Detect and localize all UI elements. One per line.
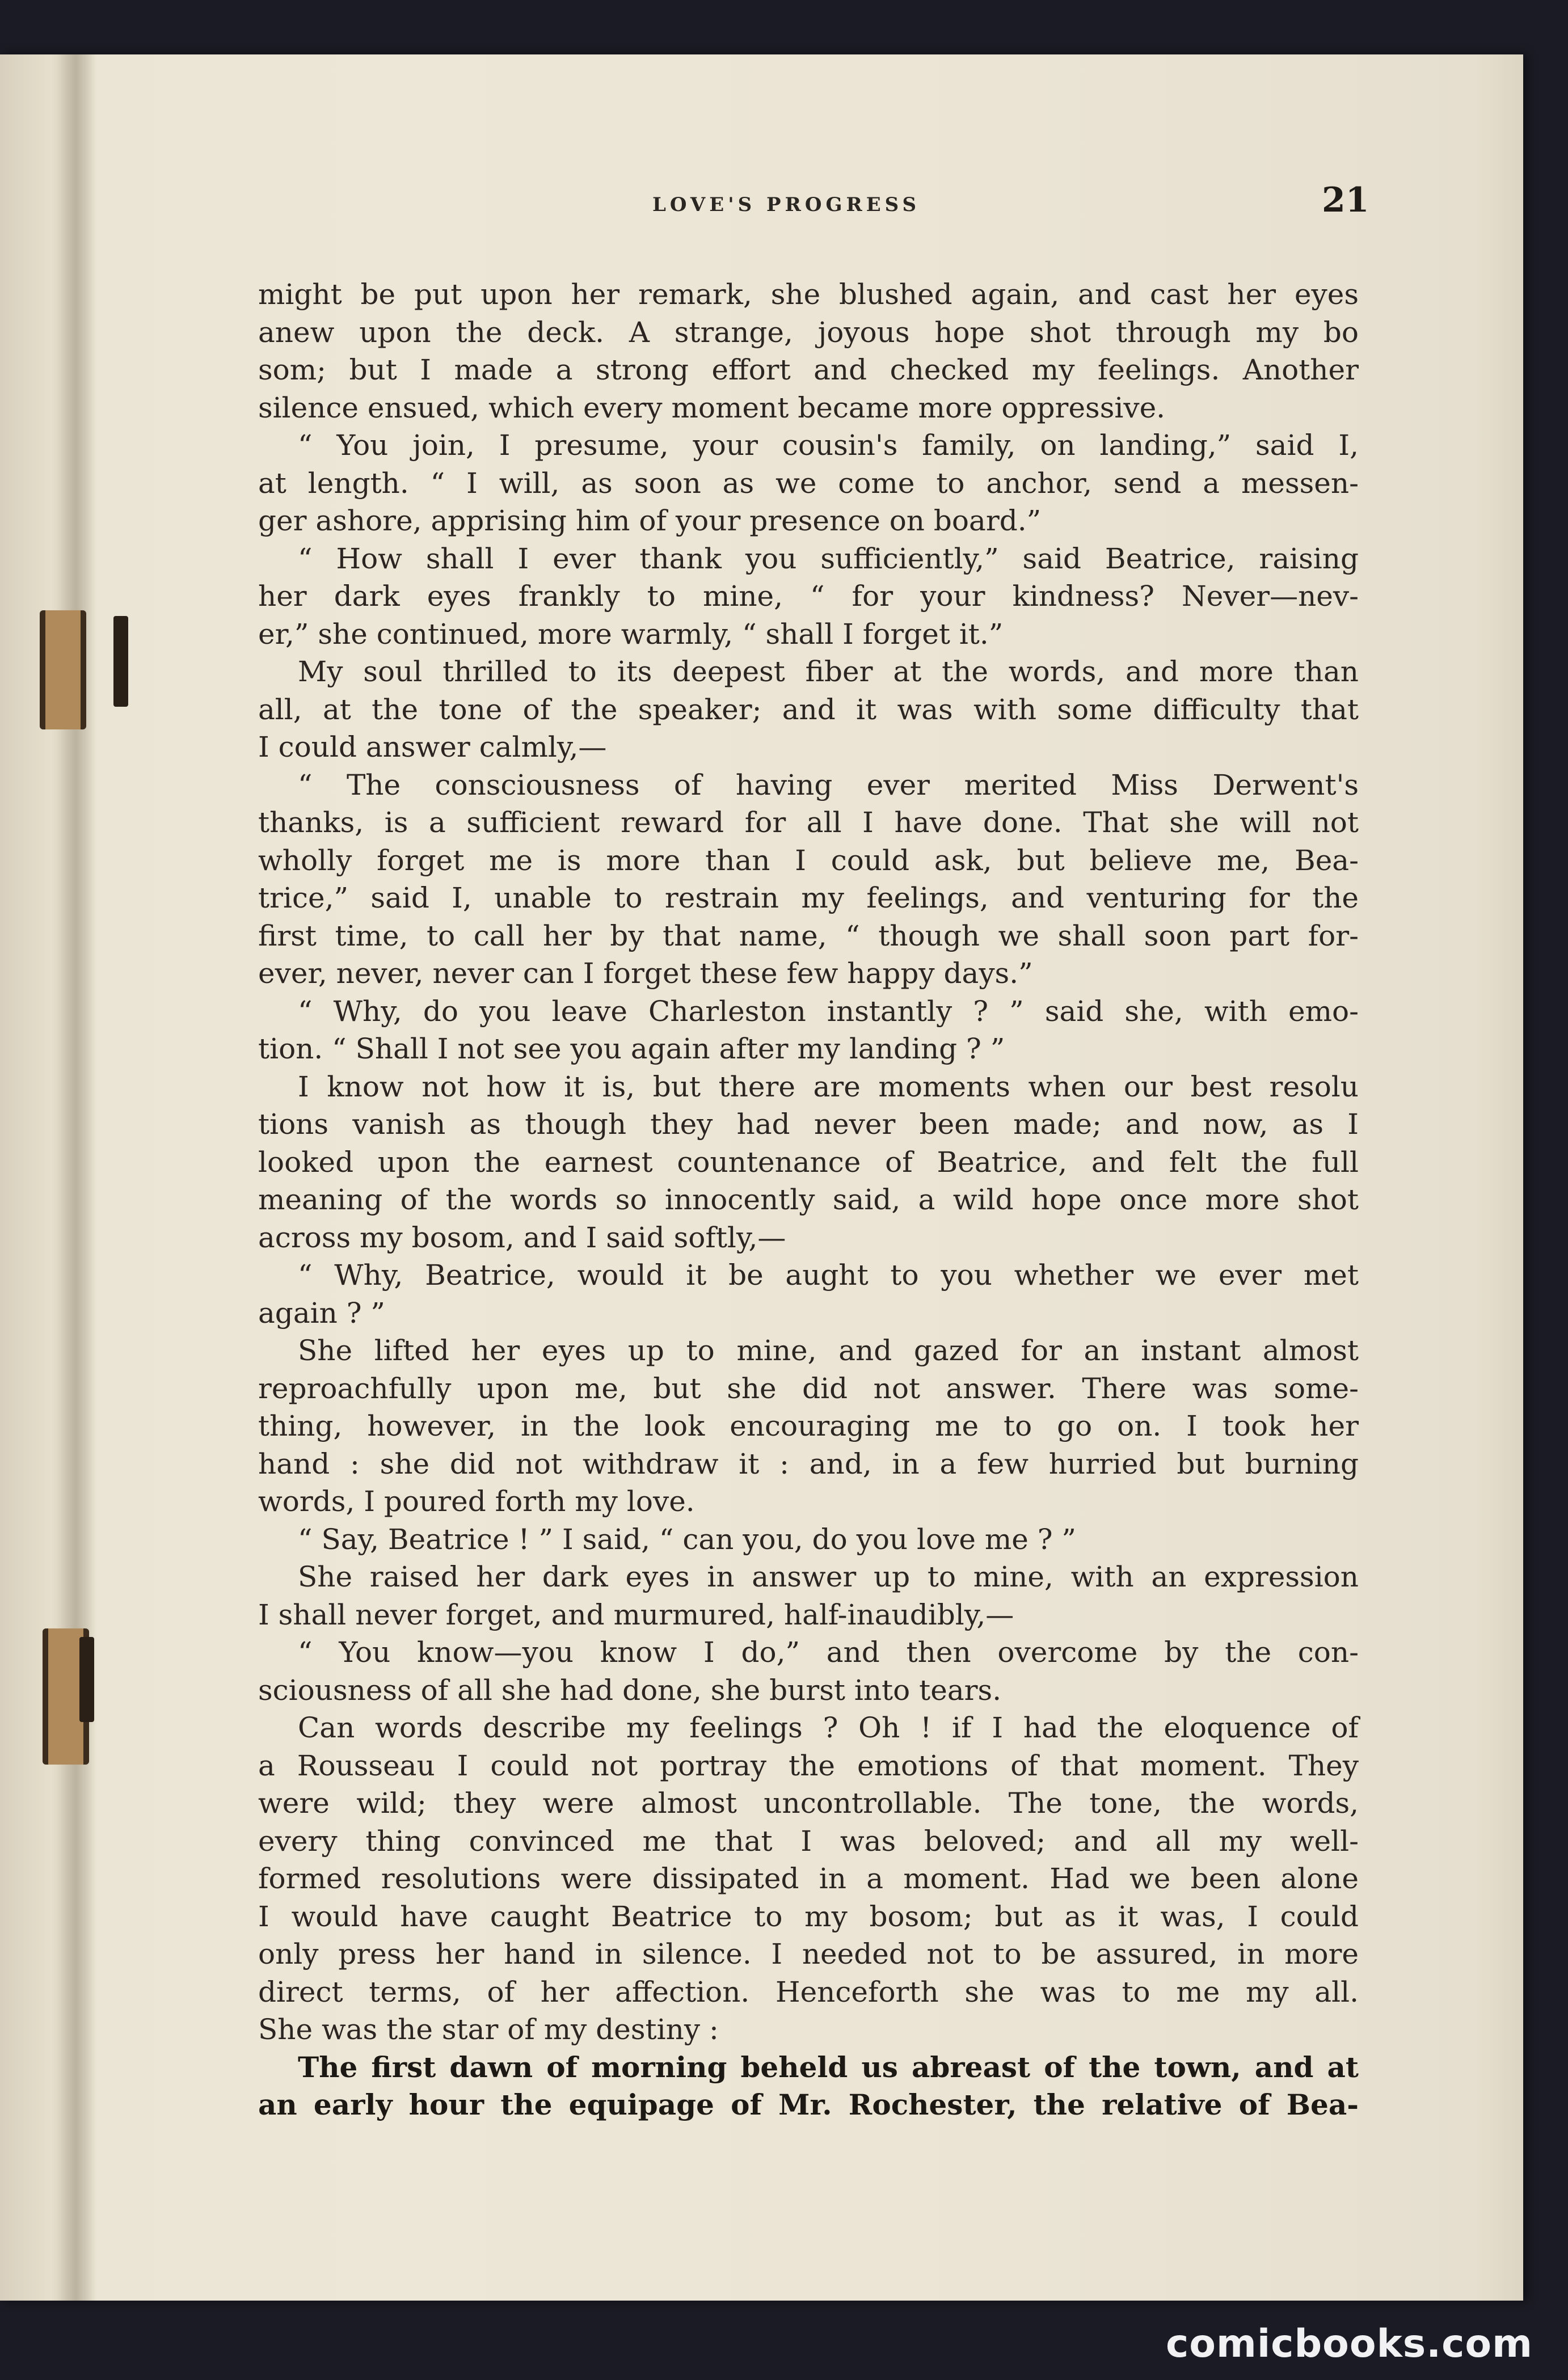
text-line: a Rousseau I could not portray the emotions of that moment. They [258,1749,1359,1782]
binding-hole-top [113,616,128,707]
text-line: silence ensued, which every moment became more oppressive. [258,391,1166,424]
text-line: looked upon the earnest countenance of Beatrice, and felt the full [258,1145,1359,1179]
text-line: first time, to call her by that name, “ though we shall soon part for- [258,919,1359,952]
text-line: thing, however, in the look encouraging me to go on. I took her [258,1410,1359,1442]
text-line: “ Why, Beatrice, would it be aught to you whether we ever met [298,1259,1359,1292]
text-line: her dark eyes frankly to mine, “ for your kindness? Never—nev- [258,580,1359,613]
text-line: My soul thrilled to its deepest fiber at the words, and more than [298,655,1359,688]
text-line: meaning of the words so innocently said, a wild hope once more shot [258,1183,1359,1216]
text-line: “ How shall I ever thank you sufficiently,” said Beatrice, raising [298,542,1359,575]
text-line: anew upon the deck. A strange, joyous hope shot through my bo [258,315,1359,349]
text-line: only press her hand in silence. I needed not to be assured, in more [258,1938,1359,1970]
text-line: an early hour the equipage of Mr. Rochester, the relative of Bea- [258,2088,1359,2121]
text-line: I shall never forget, and murmured, half-inaudibly,— [258,1598,1014,1631]
text-line: tions vanish as though they had never been made; and now, as I [258,1108,1359,1141]
text-line: Can words describe my feelings ? Oh ! if I had the eloquence of [298,1711,1359,1744]
binding-hole-bottom [79,1637,94,1722]
text-line: across my bosom, and I said softly,— [258,1221,786,1254]
text-line: ever, never, never can I forget these few happy days.” [258,957,1033,990]
text-line: tion. “ Shall I not see you again after my landing ? ” [258,1032,1005,1065]
page-number: 21 [1322,180,1369,220]
watermark: comicbooks.com [1165,2322,1533,2366]
text-line: er,” she continued, more warmly, “ shall I forget it.” [258,617,1004,651]
text-line: words, I poured forth my love. [258,1485,695,1518]
text-line: wholly forget me is more than I could ask, but believe me, Bea- [258,843,1359,877]
text-line: “ Say, Beatrice ! ” I said, “ can you, do you love me ? ” [298,1522,1076,1556]
text-line: trice,” said I, unable to restrain my feelings, and venturing for the [258,881,1359,914]
running-head: LOVE'S PROGRESS [652,193,921,216]
text-line: The first dawn of morning beheld us abreast of the town, and at [298,2050,1359,2084]
text-line: I know not how it is, but there are moments when our best resolu [298,1070,1359,1103]
text-line: “ You join, I presume, your cousin's family, on landing,” said I, [298,429,1359,462]
text-line: “ The consciousness of having ever merited Miss Derwent's [298,768,1359,801]
text-line: I would have caught Beatrice to my bosom; but as it was, I could [258,1900,1359,1933]
text-line: at length. “ I will, as soon as we come to anchor, send a messen- [258,466,1359,500]
text-line: were wild; they were almost uncontrollable. The tone, the words, [258,1787,1359,1820]
text-line: som; but I made a strong effort and checked my feelings. Another [258,353,1359,386]
text-line: She lifted her eyes up to mine, and gazed for an instant almost [298,1334,1359,1367]
body-text [258,276,1359,2124]
binding-stitch-top [40,610,86,729]
text-line: reproachfully upon me, but she did not answer. There was some- [258,1372,1359,1405]
text-line: every thing convinced me that I was beloved; and all my well- [258,1824,1359,1858]
text-line: might be put upon her remark, she blushed again, and cast her eyes [258,278,1359,311]
text-line: She was the star of my destiny : [258,2013,719,2046]
book-page [0,54,1523,2301]
text-line: I could answer calmly,— [258,731,607,763]
text-line: She raised her dark eyes in answer up to mine, with an expression [298,1560,1359,1593]
text-line: thanks, is a sufficient reward for all I have done. That she will not [258,806,1359,839]
text-line: direct terms, of her affection. Henceforth she was to me my all. [258,1975,1359,2008]
text-line: “ You know—you know I do,” and then overcome by the con- [298,1636,1359,1669]
text-line: formed resolutions were dissipated in a moment. Had we been alone [258,1862,1359,1895]
gutter-shadow [57,54,96,2301]
text-line: ger ashore, apprising him of your presence on board.” [258,504,1042,537]
text-line: “ Why, do you leave Charleston instantly ? ” said she, with emo- [298,994,1359,1028]
text-line: again ? ” [258,1296,385,1330]
text-line: hand : she did not withdraw it : and, in a few hurried but burning [258,1447,1359,1480]
text-line: all, at the tone of the speaker; and it was with some difficulty that [258,693,1359,726]
text-line: sciousness of all she had done, she burst into tears. [258,1673,1002,1707]
